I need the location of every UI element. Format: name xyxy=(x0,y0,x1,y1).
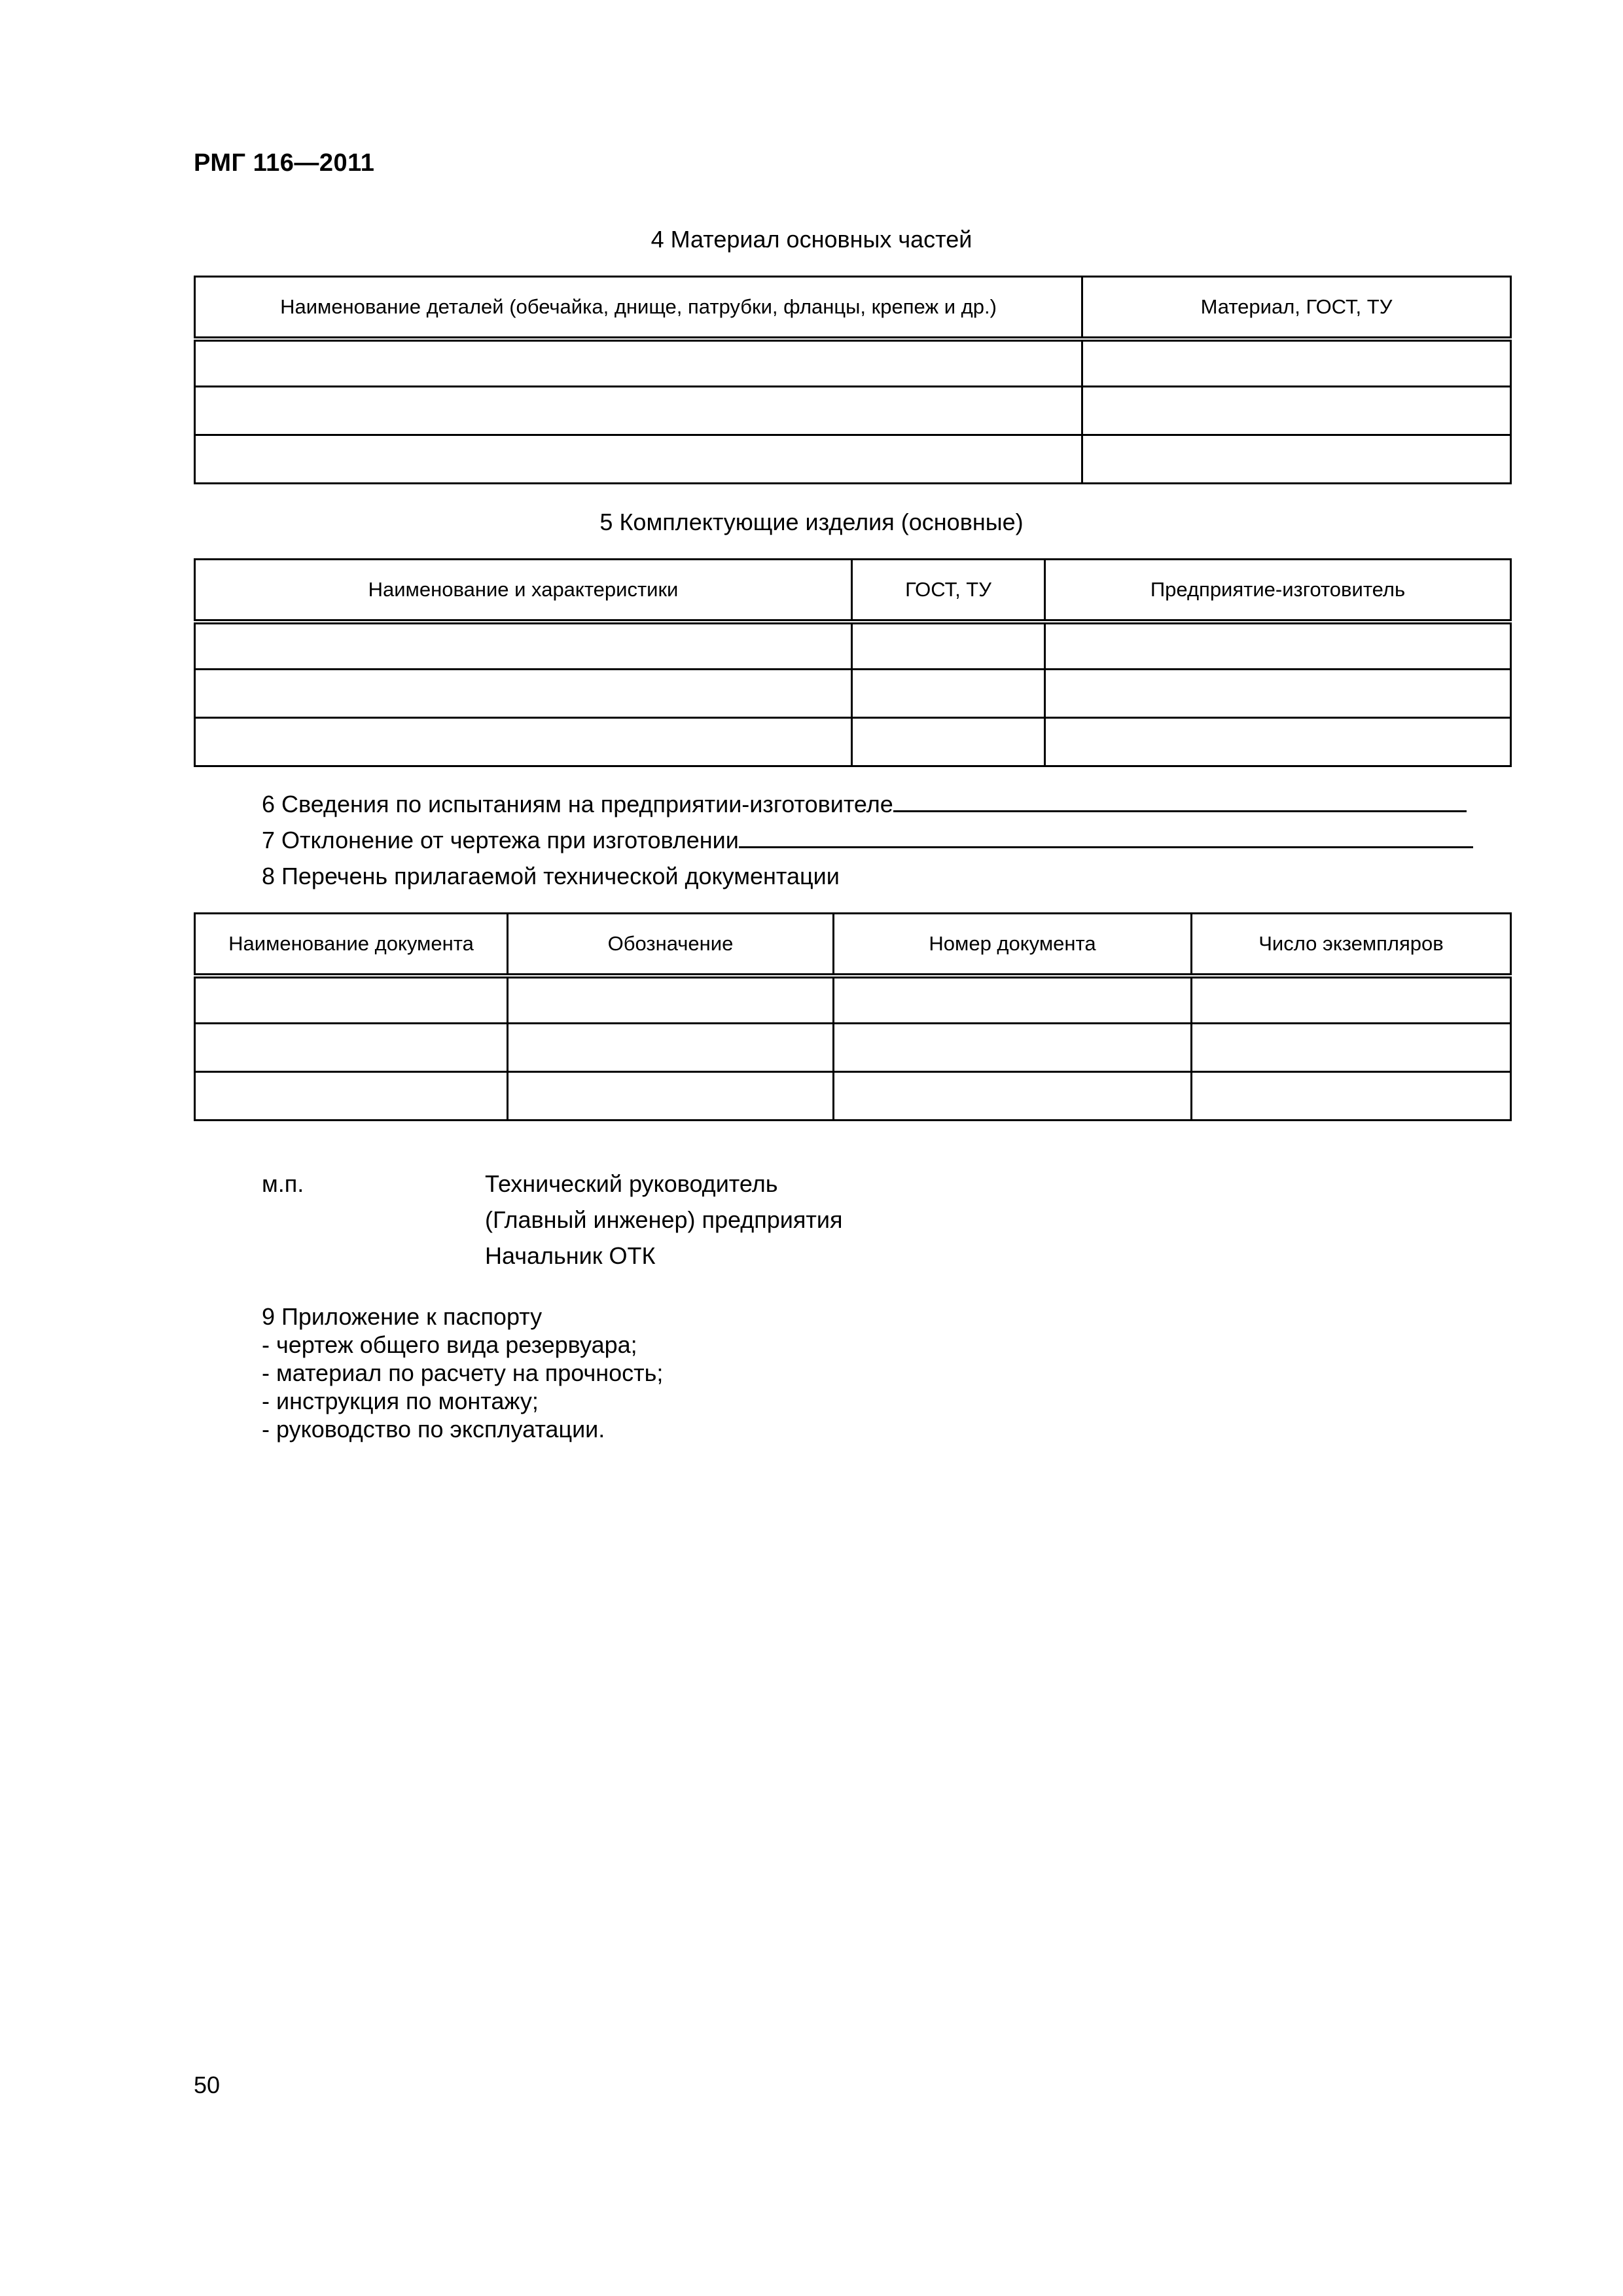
stamp-label: м.п. xyxy=(262,1170,304,1197)
item-7-line xyxy=(262,827,1473,854)
table-cell[interactable] xyxy=(1045,718,1511,766)
table-cell[interactable] xyxy=(852,670,1045,718)
table-row xyxy=(195,622,1511,670)
table-cell[interactable] xyxy=(195,435,1082,484)
appendix-entry: - чертеж общего вида резервуара; xyxy=(262,1331,637,1358)
item-6-line xyxy=(262,791,1467,818)
table-cell[interactable] xyxy=(1082,387,1511,435)
signature-chief-engineer: (Главный инженер) предприятия xyxy=(485,1206,843,1233)
table-cell[interactable] xyxy=(195,670,852,718)
documents-col-name: Наименование документа xyxy=(195,914,508,976)
item-8-label: 8 Перечень прилагаемой технической документации xyxy=(262,863,840,889)
item-6-fill-line[interactable] xyxy=(893,808,1467,812)
page-number: 50 xyxy=(194,2072,221,2098)
table-cell[interactable] xyxy=(195,339,1082,387)
documents-col-number: Номер документа xyxy=(834,914,1192,976)
table-cell[interactable] xyxy=(508,1024,834,1072)
table-row xyxy=(195,1072,1511,1121)
materials-col-parts: Наименование деталей (обечайка, днище, патрубки, фланцы, крепеж и др.) xyxy=(195,277,1082,339)
materials-col-material: Материал, ГОСТ, ТУ xyxy=(1082,277,1511,339)
table-cell[interactable] xyxy=(852,718,1045,766)
table-cell[interactable] xyxy=(195,1072,508,1121)
table-row xyxy=(195,387,1511,435)
components-col-manufacturer: Предприятие-изготовитель xyxy=(1045,560,1511,622)
table-cell[interactable] xyxy=(834,1024,1192,1072)
table-row xyxy=(195,1024,1511,1072)
documents-col-copies: Число экземпляров xyxy=(1192,914,1511,976)
signatures-block xyxy=(485,1166,842,1274)
appendix-title: 9 Приложение к паспорту xyxy=(262,1303,543,1330)
table-cell[interactable] xyxy=(1082,435,1511,484)
section-4-caption: 4 Материал основных частей xyxy=(651,226,972,253)
table-cell[interactable] xyxy=(1082,339,1511,387)
item-8-line xyxy=(262,863,840,890)
table-row xyxy=(195,339,1511,387)
components-col-name: Наименование и характеристики xyxy=(195,560,852,622)
table-cell[interactable] xyxy=(508,1072,834,1121)
item-6-label: 6 Сведения по испытаниям на предприятии-изготовителе xyxy=(262,791,893,817)
table-cell[interactable] xyxy=(1192,1024,1511,1072)
signature-qc-head: Начальник ОТК xyxy=(485,1242,656,1269)
table-cell[interactable] xyxy=(1192,976,1511,1024)
table-cell[interactable] xyxy=(195,387,1082,435)
table-cell[interactable] xyxy=(1045,670,1511,718)
table-cell[interactable] xyxy=(195,976,508,1024)
table-cell[interactable] xyxy=(852,622,1045,670)
table-cell[interactable] xyxy=(508,976,834,1024)
document-code: РМГ 116—2011 xyxy=(194,149,375,177)
table-cell[interactable] xyxy=(195,622,852,670)
signature-technical-director: Технический руководитель xyxy=(485,1170,778,1197)
table-row xyxy=(195,976,1511,1024)
table-row xyxy=(195,718,1511,766)
components-table xyxy=(194,558,1512,767)
components-col-standard: ГОСТ, ТУ xyxy=(852,560,1045,622)
item-7-fill-line[interactable] xyxy=(739,844,1473,848)
table-cell[interactable] xyxy=(195,718,852,766)
table-row xyxy=(195,670,1511,718)
table-cell[interactable] xyxy=(834,976,1192,1024)
appendix-entry: - материал по расчету на прочность; xyxy=(262,1359,664,1386)
table-cell[interactable] xyxy=(834,1072,1192,1121)
table-cell[interactable] xyxy=(1192,1072,1511,1121)
table-row xyxy=(195,435,1511,484)
table-cell[interactable] xyxy=(1045,622,1511,670)
documents-col-designation: Обозначение xyxy=(508,914,834,976)
appendix-block xyxy=(262,1302,663,1443)
materials-table xyxy=(194,276,1512,484)
appendix-entry: - руководство по эксплуатации. xyxy=(262,1416,605,1443)
section-5-caption: 5 Комплектующие изделия (основные) xyxy=(599,509,1024,535)
item-7-label: 7 Отклонение от чертежа при изготовлении xyxy=(262,827,739,853)
appendix-entry: - инструкция по монтажу; xyxy=(262,1388,539,1414)
documents-table xyxy=(194,912,1512,1121)
table-cell[interactable] xyxy=(195,1024,508,1072)
